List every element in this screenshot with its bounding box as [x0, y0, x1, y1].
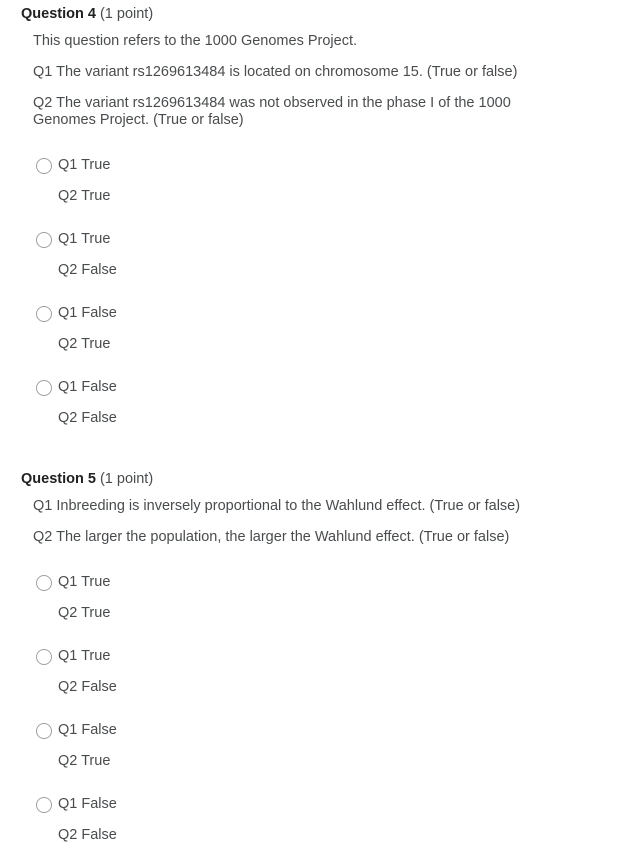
answer-option-q1-false-q2-false[interactable] — [36, 380, 336, 440]
option-line-1: Q1 False — [58, 722, 117, 738]
answer-option-q1-true-q2-false[interactable] — [36, 649, 336, 709]
radio-button[interactable] — [36, 797, 52, 813]
option-line-2: Q2 False — [58, 410, 117, 426]
option-line-2: Q2 True — [58, 605, 111, 621]
answer-option-q1-false-q2-true[interactable] — [36, 723, 336, 783]
option-line-1: Q1 False — [58, 796, 117, 812]
question-text: Q1 The variant rs1269613484 is located on chromosome 15. (True or false) — [33, 64, 518, 80]
answer-option-q1-false-q2-false[interactable] — [36, 797, 336, 853]
radio-button[interactable] — [36, 723, 52, 739]
radio-button[interactable] — [36, 306, 52, 322]
option-line-2: Q2 True — [58, 188, 111, 204]
radio-button[interactable] — [36, 158, 52, 174]
option-line-1: Q1 False — [58, 305, 117, 321]
question-title — [21, 471, 153, 487]
question-text: Q1 Inbreeding is inversely proportional to the Wahlund effect. (True or false) — [33, 498, 521, 514]
answer-option-q1-true-q2-true[interactable] — [36, 575, 336, 635]
radio-button[interactable] — [36, 232, 52, 248]
option-line-2: Q2 False — [58, 262, 117, 278]
option-line-1: Q1 True — [58, 157, 111, 173]
option-line-2: Q2 True — [58, 753, 111, 769]
answer-option-q1-true-q2-false[interactable] — [36, 232, 336, 292]
radio-button[interactable] — [36, 649, 52, 665]
radio-button[interactable] — [36, 380, 52, 396]
option-line-2: Q2 False — [58, 827, 117, 843]
question-points: (1 point) — [99, 471, 154, 487]
option-line-1: Q1 False — [58, 379, 117, 395]
question-number: Question 4 — [21, 6, 96, 22]
option-line-2: Q2 False — [58, 679, 117, 695]
option-line-1: Q1 True — [58, 574, 111, 590]
question-title — [21, 6, 153, 22]
option-line-1: Q1 True — [58, 231, 111, 247]
question-text: Q2 The larger the population, the larger the Wahlund effect. (True or false) — [33, 529, 510, 545]
option-line-2: Q2 True — [58, 336, 111, 352]
option-line-1: Q1 True — [58, 648, 111, 664]
question-points: (1 point) — [99, 6, 154, 22]
question-number: Question 5 — [21, 471, 96, 487]
question-text: Q2 The variant rs1269613484 was not observed in the phase I of the 1000 Genomes Project. (True or false) — [33, 95, 511, 128]
answer-option-q1-true-q2-true[interactable] — [36, 158, 336, 218]
answer-option-q1-false-q2-true[interactable] — [36, 306, 336, 366]
radio-button[interactable] — [36, 575, 52, 591]
question-text: This question refers to the 1000 Genomes Project. — [33, 33, 358, 49]
